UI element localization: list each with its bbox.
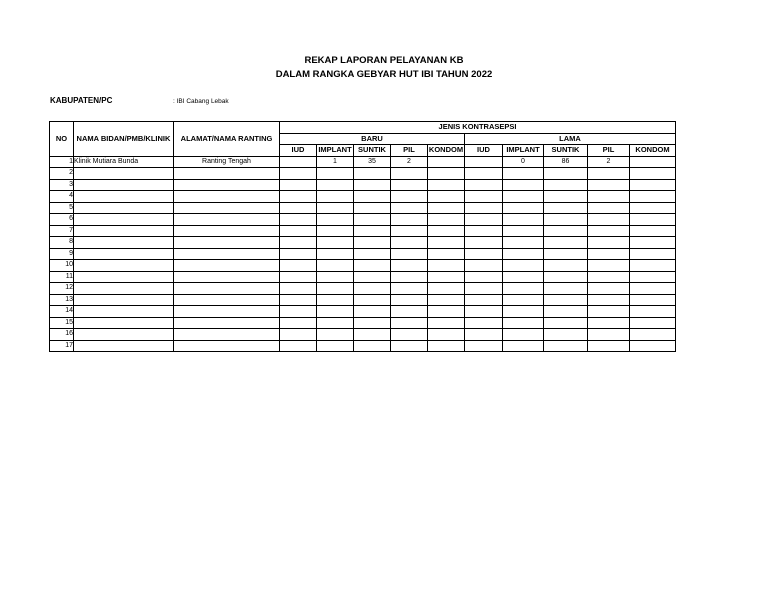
baru-suntik-cell bbox=[354, 317, 391, 329]
baru-pil-cell bbox=[391, 191, 428, 203]
baru-iud-cell bbox=[280, 202, 317, 214]
lama-suntik-cell bbox=[544, 237, 588, 249]
lama-suntik-cell bbox=[544, 248, 588, 260]
table-row bbox=[50, 317, 676, 329]
alamat-cell bbox=[174, 306, 280, 318]
baru-pil-cell bbox=[391, 248, 428, 260]
lama-iud-cell bbox=[465, 306, 503, 318]
nama-cell: Klinik Mutiara Bunda bbox=[74, 156, 174, 168]
baru-iud-cell bbox=[280, 260, 317, 272]
baru-kondom-cell bbox=[428, 329, 465, 341]
lama-pil-cell bbox=[588, 191, 630, 203]
nama-cell bbox=[74, 191, 174, 203]
table-row bbox=[50, 260, 676, 272]
lama-kondom-cell bbox=[630, 317, 676, 329]
lama-implant-cell bbox=[503, 317, 544, 329]
lama-pil-cell bbox=[588, 237, 630, 249]
alamat-cell bbox=[174, 317, 280, 329]
table-row bbox=[50, 271, 676, 283]
baru-implant-cell bbox=[317, 271, 354, 283]
lama-iud-cell bbox=[465, 340, 503, 352]
baru-iud-cell bbox=[280, 340, 317, 352]
row-number-cell: 1 bbox=[50, 156, 74, 168]
nama-cell bbox=[74, 271, 174, 283]
lama-iud-cell bbox=[465, 260, 503, 272]
lama-iud-cell bbox=[465, 156, 503, 168]
alamat-cell bbox=[174, 168, 280, 180]
baru-kondom-cell bbox=[428, 202, 465, 214]
lama-pil-cell bbox=[588, 340, 630, 352]
col-no-header: NO bbox=[50, 122, 74, 157]
baru-kondom-header: KONDOM bbox=[428, 145, 464, 155]
report-subtitle: DALAM RANGKA GEBYAR HUT IBI TAHUN 2022 bbox=[275, 69, 493, 80]
row-number-cell: 12 bbox=[50, 283, 74, 295]
baru-pil-cell bbox=[391, 225, 428, 237]
baru-suntik-cell bbox=[354, 179, 391, 191]
baru-suntik-cell bbox=[354, 340, 391, 352]
alamat-cell bbox=[174, 179, 280, 191]
row-number-cell: 5 bbox=[50, 202, 74, 214]
baru-kondom-cell bbox=[428, 156, 465, 168]
lama-iud-cell bbox=[465, 283, 503, 295]
lama-implant-header: IMPLANT bbox=[503, 145, 544, 157]
lama-kondom-cell bbox=[630, 156, 676, 168]
lama-implant-cell bbox=[503, 225, 544, 237]
baru-kondom-cell bbox=[428, 237, 465, 249]
baru-iud-cell bbox=[280, 214, 317, 226]
baru-suntik-cell bbox=[354, 260, 391, 272]
baru-suntik-cell bbox=[354, 225, 391, 237]
alamat-cell bbox=[174, 191, 280, 203]
nama-cell bbox=[74, 168, 174, 180]
table-body bbox=[50, 156, 676, 352]
baru-kondom-cell bbox=[428, 260, 465, 272]
lama-suntik-cell bbox=[544, 225, 588, 237]
lama-suntik-cell bbox=[544, 306, 588, 318]
baru-pil-cell: 2 bbox=[391, 156, 428, 168]
lama-implant-cell bbox=[503, 237, 544, 249]
baru-iud-cell bbox=[280, 156, 317, 168]
baru-iud-cell bbox=[280, 248, 317, 260]
lama-pil-cell bbox=[588, 329, 630, 341]
col-jenis-header: JENIS KONTRASEPSI bbox=[280, 122, 676, 134]
baru-pil-cell bbox=[391, 294, 428, 306]
baru-iud-cell bbox=[280, 317, 317, 329]
baru-pil-cell bbox=[391, 214, 428, 226]
baru-iud-header: IUD bbox=[280, 145, 317, 157]
row-number-cell: 15 bbox=[50, 317, 74, 329]
lama-kondom-cell bbox=[630, 306, 676, 318]
lama-kondom-cell bbox=[630, 225, 676, 237]
lama-kondom-cell bbox=[630, 202, 676, 214]
baru-suntik-cell bbox=[354, 214, 391, 226]
baru-implant-cell bbox=[317, 283, 354, 295]
lama-iud-cell bbox=[465, 294, 503, 306]
row-number-cell: 14 bbox=[50, 306, 74, 318]
lama-suntik-cell bbox=[544, 202, 588, 214]
baru-iud-cell bbox=[280, 191, 317, 203]
lama-kondom-cell bbox=[630, 179, 676, 191]
alamat-cell bbox=[174, 225, 280, 237]
baru-kondom-cell bbox=[428, 168, 465, 180]
lama-iud-cell bbox=[465, 168, 503, 180]
lama-kondom-cell bbox=[630, 260, 676, 272]
lama-iud-cell bbox=[465, 191, 503, 203]
lama-kondom-header: KONDOM bbox=[630, 145, 676, 157]
col-alamat-header: ALAMAT/NAMA RANTING bbox=[174, 122, 280, 157]
baru-pil-cell bbox=[391, 340, 428, 352]
alamat-cell bbox=[174, 271, 280, 283]
baru-iud-cell bbox=[280, 168, 317, 180]
lama-pil-cell bbox=[588, 294, 630, 306]
baru-pil-cell bbox=[391, 283, 428, 295]
baru-implant-cell bbox=[317, 191, 354, 203]
lama-suntik-cell bbox=[544, 191, 588, 203]
baru-implant-cell bbox=[317, 214, 354, 226]
lama-implant-cell bbox=[503, 168, 544, 180]
lama-pil-cell bbox=[588, 317, 630, 329]
baru-kondom-cell bbox=[428, 179, 465, 191]
row-number-cell: 4 bbox=[50, 191, 74, 203]
lama-kondom-cell bbox=[630, 237, 676, 249]
baru-suntik-cell bbox=[354, 329, 391, 341]
row-number-cell: 7 bbox=[50, 225, 74, 237]
nama-cell bbox=[74, 329, 174, 341]
baru-pil-cell bbox=[391, 271, 428, 283]
table-row bbox=[50, 168, 676, 180]
lama-suntik-cell bbox=[544, 214, 588, 226]
baru-suntik-cell bbox=[354, 294, 391, 306]
table-row bbox=[50, 283, 676, 295]
baru-suntik-cell bbox=[354, 191, 391, 203]
baru-kondom-cell bbox=[428, 191, 465, 203]
lama-pil-cell bbox=[588, 168, 630, 180]
baru-implant-cell bbox=[317, 237, 354, 249]
baru-implant-cell bbox=[317, 179, 354, 191]
lama-suntik-cell bbox=[544, 168, 588, 180]
row-number-cell: 8 bbox=[50, 237, 74, 249]
kabupaten-label: KABUPATEN/PC bbox=[50, 96, 113, 105]
baru-iud-cell bbox=[280, 283, 317, 295]
baru-suntik-cell bbox=[354, 202, 391, 214]
lama-suntik-cell: 86 bbox=[544, 156, 588, 168]
lama-kondom-cell bbox=[630, 271, 676, 283]
lama-iud-cell bbox=[465, 248, 503, 260]
baru-iud-cell bbox=[280, 225, 317, 237]
alamat-cell bbox=[174, 202, 280, 214]
baru-implant-cell bbox=[317, 225, 354, 237]
baru-implant-cell bbox=[317, 329, 354, 341]
baru-implant-cell bbox=[317, 306, 354, 318]
baru-implant-header: IMPLANT bbox=[318, 145, 352, 155]
lama-implant-cell bbox=[503, 214, 544, 226]
table-row bbox=[50, 237, 676, 249]
baru-iud-cell bbox=[280, 237, 317, 249]
alamat-cell bbox=[174, 283, 280, 295]
baru-suntik-cell: 35 bbox=[354, 156, 391, 168]
lama-implant-cell bbox=[503, 248, 544, 260]
baru-suntik-cell bbox=[354, 237, 391, 249]
lama-suntik-cell bbox=[544, 329, 588, 341]
nama-cell bbox=[74, 283, 174, 295]
table-row bbox=[50, 179, 676, 191]
table-row bbox=[50, 340, 676, 352]
lama-suntik-cell bbox=[544, 260, 588, 272]
table-row bbox=[50, 248, 676, 260]
lama-pil-cell bbox=[588, 283, 630, 295]
nama-cell bbox=[74, 340, 174, 352]
lama-kondom-cell bbox=[630, 191, 676, 203]
alamat-cell: Ranting Tengah bbox=[174, 156, 280, 168]
baru-kondom-cell bbox=[428, 340, 465, 352]
table-row bbox=[50, 202, 676, 214]
baru-pil-cell bbox=[391, 306, 428, 318]
lama-pil-cell bbox=[588, 306, 630, 318]
table-row bbox=[50, 214, 676, 226]
baru-suntik-cell bbox=[354, 306, 391, 318]
lama-implant-cell bbox=[503, 202, 544, 214]
row-number-cell: 6 bbox=[50, 214, 74, 226]
lama-implant-cell bbox=[503, 191, 544, 203]
lama-iud-cell bbox=[465, 271, 503, 283]
nama-cell bbox=[74, 214, 174, 226]
nama-cell bbox=[74, 179, 174, 191]
alamat-cell bbox=[174, 329, 280, 341]
baru-kondom-cell bbox=[428, 225, 465, 237]
baru-kondom-cell bbox=[428, 306, 465, 318]
row-number-cell: 3 bbox=[50, 179, 74, 191]
baru-suntik-header: SUNTIK bbox=[354, 145, 391, 157]
lama-implant-cell bbox=[503, 179, 544, 191]
baru-implant-cell bbox=[317, 202, 354, 214]
row-number-cell: 13 bbox=[50, 294, 74, 306]
alamat-cell bbox=[174, 237, 280, 249]
row-number-cell: 10 bbox=[50, 260, 74, 272]
baru-iud-cell bbox=[280, 294, 317, 306]
alamat-cell bbox=[174, 248, 280, 260]
group-baru-header: BARU bbox=[280, 133, 465, 145]
lama-iud-cell bbox=[465, 202, 503, 214]
baru-pil-header: PIL bbox=[391, 145, 428, 157]
lama-kondom-cell bbox=[630, 340, 676, 352]
lama-pil-cell bbox=[588, 202, 630, 214]
baru-implant-cell bbox=[317, 260, 354, 272]
lama-kondom-cell bbox=[630, 283, 676, 295]
baru-suntik-cell bbox=[354, 168, 391, 180]
lama-pil-cell bbox=[588, 248, 630, 260]
lama-suntik-cell bbox=[544, 283, 588, 295]
kabupaten-value: : IBI Cabang Lebak bbox=[173, 98, 229, 105]
row-number-cell: 17 bbox=[50, 340, 74, 352]
row-number-cell: 2 bbox=[50, 168, 74, 180]
baru-kondom-cell bbox=[428, 248, 465, 260]
lama-pil-cell: 2 bbox=[588, 156, 630, 168]
lama-suntik-cell bbox=[544, 340, 588, 352]
lama-suntik-cell bbox=[544, 317, 588, 329]
baru-kondom-cell bbox=[428, 294, 465, 306]
baru-implant-cell bbox=[317, 168, 354, 180]
lama-implant-cell bbox=[503, 283, 544, 295]
baru-kondom-cell bbox=[428, 317, 465, 329]
row-number-cell: 11 bbox=[50, 271, 74, 283]
lama-kondom-cell bbox=[630, 248, 676, 260]
baru-pil-cell bbox=[391, 168, 428, 180]
col-nama-header: NAMA BIDAN/PMB/KLINIK bbox=[74, 122, 174, 157]
nama-cell bbox=[74, 248, 174, 260]
lama-suntik-header: SUNTIK bbox=[544, 145, 588, 157]
baru-pil-cell bbox=[391, 202, 428, 214]
baru-suntik-cell bbox=[354, 248, 391, 260]
nama-cell bbox=[74, 237, 174, 249]
lama-pil-cell bbox=[588, 271, 630, 283]
baru-suntik-cell bbox=[354, 271, 391, 283]
nama-cell bbox=[74, 225, 174, 237]
table-row bbox=[50, 294, 676, 306]
baru-implant-cell: 1 bbox=[317, 156, 354, 168]
table-row bbox=[50, 306, 676, 318]
lama-iud-cell bbox=[465, 225, 503, 237]
baru-pil-cell bbox=[391, 237, 428, 249]
baru-implant-cell bbox=[317, 340, 354, 352]
lama-pil-header: PIL bbox=[588, 145, 630, 157]
lama-kondom-cell bbox=[630, 214, 676, 226]
lama-implant-cell bbox=[503, 306, 544, 318]
nama-cell bbox=[74, 260, 174, 272]
lama-iud-header: IUD bbox=[465, 145, 503, 157]
lama-iud-cell bbox=[465, 317, 503, 329]
baru-iud-cell bbox=[280, 306, 317, 318]
nama-cell bbox=[74, 306, 174, 318]
lama-kondom-cell bbox=[630, 329, 676, 341]
lama-iud-cell bbox=[465, 179, 503, 191]
baru-kondom-cell bbox=[428, 214, 465, 226]
nama-cell bbox=[74, 294, 174, 306]
baru-iud-cell bbox=[280, 271, 317, 283]
baru-implant-cell bbox=[317, 294, 354, 306]
baru-pil-cell bbox=[391, 317, 428, 329]
alamat-cell bbox=[174, 340, 280, 352]
lama-iud-cell bbox=[465, 214, 503, 226]
baru-implant-cell bbox=[317, 248, 354, 260]
baru-kondom-cell bbox=[428, 283, 465, 295]
lama-suntik-cell bbox=[544, 271, 588, 283]
table-row bbox=[50, 225, 676, 237]
lama-pil-cell bbox=[588, 179, 630, 191]
lama-pil-cell bbox=[588, 214, 630, 226]
baru-iud-cell bbox=[280, 179, 317, 191]
nama-cell bbox=[74, 202, 174, 214]
lama-implant-cell: 0 bbox=[503, 156, 544, 168]
lama-suntik-cell bbox=[544, 294, 588, 306]
report-title: REKAP LAPORAN PELAYANAN KB bbox=[304, 55, 464, 66]
lama-implant-cell bbox=[503, 294, 544, 306]
row-number-cell: 16 bbox=[50, 329, 74, 341]
lama-implant-cell bbox=[503, 271, 544, 283]
baru-iud-cell bbox=[280, 329, 317, 341]
table-row bbox=[50, 156, 676, 168]
lama-kondom-cell bbox=[630, 168, 676, 180]
baru-suntik-cell bbox=[354, 283, 391, 295]
baru-pil-cell bbox=[391, 329, 428, 341]
lama-iud-cell bbox=[465, 237, 503, 249]
row-number-cell: 9 bbox=[50, 248, 74, 260]
baru-kondom-cell bbox=[428, 271, 465, 283]
lama-implant-cell bbox=[503, 329, 544, 341]
alamat-cell bbox=[174, 214, 280, 226]
lama-kondom-cell bbox=[630, 294, 676, 306]
nama-cell bbox=[74, 317, 174, 329]
lama-iud-cell bbox=[465, 329, 503, 341]
lama-pil-cell bbox=[588, 260, 630, 272]
alamat-cell bbox=[174, 294, 280, 306]
lama-implant-cell bbox=[503, 340, 544, 352]
baru-pil-cell bbox=[391, 260, 428, 272]
lama-pil-cell bbox=[588, 225, 630, 237]
baru-implant-cell bbox=[317, 317, 354, 329]
baru-pil-cell bbox=[391, 179, 428, 191]
lama-implant-cell bbox=[503, 260, 544, 272]
table-row bbox=[50, 191, 676, 203]
table-row bbox=[50, 329, 676, 341]
alamat-cell bbox=[174, 260, 280, 272]
group-lama-header: LAMA bbox=[465, 133, 676, 145]
rekap-table bbox=[49, 121, 676, 352]
lama-suntik-cell bbox=[544, 179, 588, 191]
